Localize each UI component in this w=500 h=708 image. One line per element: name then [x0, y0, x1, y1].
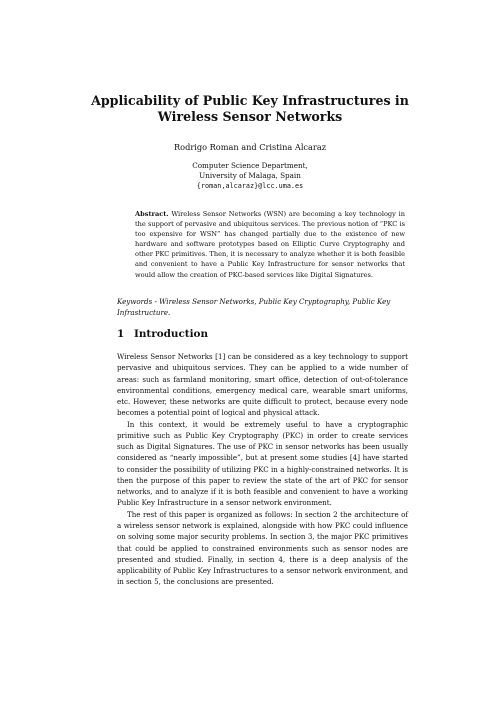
paper-title: Applicability of Public Key Infrastructures in Wireless Sensor Networks	[91, 93, 409, 124]
abstract-text: Wireless Sensor Networks (WSN) are becoming a key technology in the support of pervasive and ubiquitous services. The previous notion of “PKC is too expensive for WSN” has changed partially due to the existence of new hardware and software prototypes based on Elliptic Curve Cryptography and other PKC primitives. Then, it is necessary to analyze whether it is both feasible and convenient to have a Public Key Infrastructure for sensor networks that would allow the creation of PKC-based services like Digital Signatures.	[135, 210, 405, 279]
paper-authors: Rodrigo Roman and Cristina Alcaraz	[173, 142, 327, 152]
paragraph: In this context, it would be extremely useful to have a cryptographic primitive such as Public Key Cryptography (PKC) in order to create services such as Digital Signatures. The use of PKC in sensor networks has been usually considered as “nearly impossible”, but at present some studies [4] have started to consider the possibility of utilizing PKC in a highly-constrained networks. It is then the purpose of this paper to review the state of the art of PKC for sensor networks, and to analyze if it is both feasible and convenient to have a working Public Key Infrastructure in a sensor network environment.	[117, 419, 408, 508]
section-body	[117, 351, 408, 588]
abstract	[135, 209, 405, 280]
affiliation-department: Computer Science Department,	[192, 161, 308, 170]
affiliation-university: University of Malaga, Spain	[199, 171, 301, 181]
affiliation-email: {roman,alcaraz}@lcc.uma.es	[196, 182, 304, 191]
abstract-label: Abstract.	[135, 210, 169, 218]
section-number: 1	[117, 328, 125, 340]
affiliation	[60, 161, 440, 192]
keywords: Keywords - Wireless Sensor Networks, Public Key Cryptography, Public Key Infrastructure.	[117, 297, 391, 318]
paragraph: The rest of this paper is organized as follows: In section 2 the architecture of a wireless sensor network is explained, alongside with how PKC could influence on solving some major security problems. In section 3, the major PKC primitives that could be applied to constrained environments such as sensor nodes are presented and studied. Finally, in section 4, there is a deep analysis of the applicability of Public Key Infrastructures to a sensor network environment, and in section 5, the conclusions are presented.	[117, 509, 408, 587]
section-title: Introduction	[134, 328, 208, 340]
paragraph: Wireless Sensor Networks [1] can be considered as a key technology to support pervasive and ubiquitous services. They can be applied to a wide number of areas: such as farmland monitoring, smart office, detection of out-of-tolerance environmental conditions, emergency medical care, wearable smart uniforms, etc. However, these networks are quite difficult to protect, because every node becomes a potential point of logical and physical attack.	[117, 352, 408, 418]
section-heading	[117, 327, 420, 341]
